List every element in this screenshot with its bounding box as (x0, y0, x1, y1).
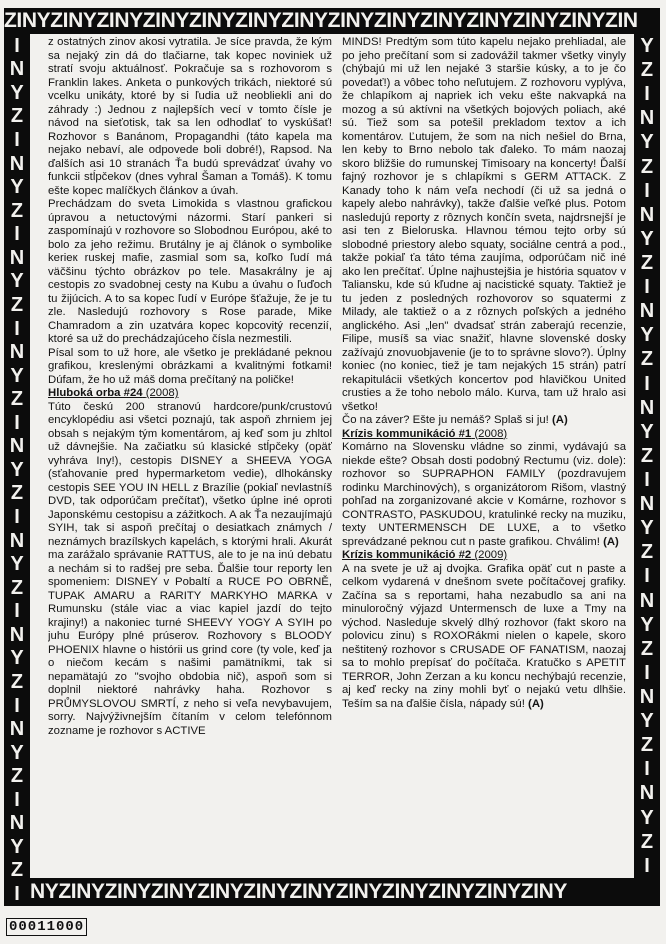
border-letter: N (9, 812, 25, 835)
border-letter: N (9, 246, 25, 269)
border-right-letters (634, 34, 660, 878)
border-letter: Y (10, 553, 24, 576)
border-letter: I (644, 661, 650, 684)
paragraph: z ostatných zinov akosi vytratila. Je síce pravda, že kým sa nejaký zin dá do tlačiarne, tak kopec noviniek už stratí svoju aktuálnosť. Pokračuje sa s rozhovorom s Franklin lakes. Anketa o punkových trikách, niektoré sú vcelku unikáty, ktoré by si ľudia už neobliekli ani do záhrady :) Jednou z najlepších vecí v tomto čísle je návod na sieťotisk, tak sa len odhodlať to vyskúšať! Rozhovor s Banánom, Propagandhi (táto kapela ma nejako nebaví, ale odpovede boli dobré!), Rapsod. Na ďalších asi 10 stranách Ťa budú sprevádzať úvahy vo funkcii stĺpčekov (dnes vyhral Šaman a Tomáš). K tomu ešte kopec malíčkych článkov a úvah. (48, 36, 332, 197)
border-letter: Y (640, 613, 654, 636)
paragraph: Písal som to už hore, ale všetko je prekládané peknou grafikou, kreslenými obrázkami a kvalitnými fotkami! Dúfam, že ho už máš doma prečítaný na poličke! (48, 346, 332, 386)
border-letter: N (9, 435, 25, 458)
border-letter: Y (10, 364, 24, 387)
border-letter: Y (640, 227, 654, 250)
page-number: 00011000 (6, 918, 87, 936)
article-columns (48, 36, 626, 874)
border-letter: N (9, 718, 25, 741)
border-letter: I (644, 469, 650, 492)
border-letter: I (14, 317, 20, 340)
border-letter: Y (10, 835, 24, 858)
border-bottom-band (30, 878, 660, 906)
border-letter: Z (10, 199, 24, 222)
signature: (A) (603, 535, 619, 548)
border-letter: Y (640, 420, 654, 443)
border-letter: Z (10, 388, 24, 411)
border-top-band (4, 8, 660, 34)
border-letter: N (9, 152, 25, 175)
border-letter: N (639, 493, 655, 516)
paragraph: A na svete je už aj dvojka. Grafika opäť cut n paste a celkom vydarená v dnešnom svete počítačovej grafiky. Začína sa s reportami, haha nezabudlo sa ani na minuloročný výjazd Untermensch de luxe a Tmy na východ. Nasleduje skvelý dlhý rozhovor (fakt skoro na polovicu zinu) s ROXORákmi nielen o kapele, skoro neštitený rozhovor s CRUSADE OF FANATISM, naozaj sa to mohlo prepísať do počítača. Kratučko s APETIT TERROR, John Zerzan a ku koncu nechýbajú recenzie, aj keď recky na ziny mohli byť o nejakú vetu dlhšie. Teším sa na ďalšie čísla, nápady sú! (A) (342, 562, 626, 710)
border-letter: Z (640, 541, 654, 564)
border-letter: I (14, 600, 20, 623)
border-letter: Y (10, 647, 24, 670)
border-letter: Y (10, 741, 24, 764)
border-letter: N (639, 300, 655, 323)
border-letter: Y (640, 131, 654, 154)
border-letter: Z (640, 637, 654, 660)
border-letter: I (644, 565, 650, 588)
border-letter: Y (10, 176, 24, 199)
review-heading: Krízis kommunikáció #1 (2008) (342, 427, 508, 440)
review-heading: Hluboká orba #24 (2008) (48, 387, 179, 399)
border-bottom-text: NYZINYZINYZINYZINYZINYZINYZINYZINYZINYZINYZINY (30, 880, 567, 903)
border-letter: Z (10, 576, 24, 599)
border-letter: N (9, 58, 25, 81)
paragraph: MINDS! Predtým som túto kapelu nejako prehliadal, ale po jeho prečítaní som si zadovážil takmer všetky vinyly (chýbajú mi už len nejaké 3 staršie kúsky, a to je čo povedať!) a vôbec toho neľutujem. Z rozhovoru vyplýva, že chlapíkom aj napriek ich veku ešte nakvapká na mozog a sú aktívni na všetkých bojových poliach, aké sú. Tiež som sa potešil prekladom textov a ich komentárov. Ľutujem, že som na nich nešiel do Brna, len keby to Brno nebolo tak ďaleko. To mám naozaj skoro bližšie do rumunskej Timisoary na koncerty! Ďalší fajný rozhovor je s chlapíkmi s GERM ATTACK. Z Kanady toho k nám veľa nechodí (či už sa jedná o kapely alebo nahrávky), takže ďalšie veľké plus. Potom nasledujú reporty z rôznych končín sveta, najdrsnejší je asi ten z Bieloruska. Hlavnou témou tejto orby sú slobodné priestory alebo squaty, sociálne centrá a pod., takže pokiaľ ťa táto téma zaujíma, odporúčam nič iné ako len prečítať. Úplne najhustejšia je história squatov v Taliansku, kde sú kľudne aj nacistické squaty. Taktiež je tu jeden z posledných rozhovorov so squatermi z Milady, ale taktiež o a z rôznych poľských a jedného anglického. Asi „len" dvadsať strán zaberajú recenzie, Filipe, musíš sa viac snažiť, hlavne slovenské dosky zažívajú znovuobjavenie (je to to správne slovo?). Úplny koniec (no koniec, tiež je tam nejakých 15 strán) patrí rekapitulácii všetkých koncertov pod hlavičkou United crusties a že toho nebolo málo. Kurva, tam už hralo asi všetko! (342, 36, 626, 413)
border-letter: N (639, 203, 655, 226)
border-letter: Y (640, 806, 654, 829)
border-letter: Z (10, 670, 24, 693)
right-column (342, 36, 626, 874)
border-letter: I (14, 411, 20, 434)
border-top-text: ZINYZINYZINYZINYZINYZINYZINYZINYZINYZINYZINYZINYZINYZIN (4, 9, 638, 32)
border-letter: I (14, 34, 20, 57)
border-letter: I (14, 506, 20, 529)
border-left-letters (4, 34, 30, 906)
border-letter: I (644, 854, 650, 877)
border-left-band (4, 34, 30, 906)
signature: (A) (551, 414, 568, 426)
border-letter: Y (640, 710, 654, 733)
border-letter: Z (640, 59, 654, 82)
border-letter: I (14, 788, 20, 811)
border-letter: N (639, 782, 655, 805)
border-letter: N (9, 341, 25, 364)
border-letter: N (9, 529, 25, 552)
border-letter: Z (640, 444, 654, 467)
border-letter: I (644, 758, 650, 781)
border-letter: Z (640, 348, 654, 371)
review-heading: Krízis kommunikáció #2 (2009) (342, 549, 508, 561)
border-letter: Z (10, 105, 24, 128)
border-letter: N (639, 686, 655, 708)
border-letter: I (644, 276, 650, 299)
border-letter: Z (640, 252, 654, 275)
border-letter: I (644, 83, 650, 106)
border-letter: Z (10, 482, 24, 505)
border-letter: I (14, 223, 20, 246)
border-letter: Z (10, 293, 24, 316)
border-letter: Z (10, 765, 24, 788)
border-letter: Y (10, 270, 24, 293)
border-letter: Z (640, 734, 654, 757)
paragraph: Čo na záver? Ešte ju nemáš? Splaš si ju! (A) (342, 414, 568, 426)
border-letter: Z (10, 859, 24, 882)
left-column (48, 36, 332, 874)
border-letter: I (644, 179, 650, 202)
border-letter: Z (640, 155, 654, 178)
signature: (A) (528, 697, 544, 710)
border-letter: I (644, 372, 650, 395)
border-letter: Y (10, 81, 24, 104)
border-letter: N (639, 589, 655, 612)
border-letter: N (9, 623, 25, 646)
paragraph: Prechádzam do sveta Limokida s vlastnou grafickou úpravou a netuctovými názormi. Starí pankeri si zaspomínajú v rozhovore so Slobodnou Európou, aké to bolo za jeho režimu. Brutálny je aj článok o symbolike kerieк ruskej mafie, zasmial som sa, koľko ľudí má väčšinu týchto obrázkov po tele. Masakrálny je aj cestopis zo svadobnej cesty na Kubu a úvahu o ľuďoch tu žijúcich. A to sa kopec ľudí v Európe šťažuje, že je tu zle. Nasledujú rozhovory s Rose parade, Mike Chamradom a zin uzatvára kopec kopcovitý recenzií, ktoré sa už do prechádzajúceho čísla nezmestili. (48, 198, 332, 345)
border-letter: Y (640, 35, 654, 58)
border-letter: N (639, 107, 655, 130)
border-letter: Y (640, 324, 654, 347)
border-letter: I (14, 694, 20, 717)
border-letter: I (14, 883, 20, 906)
border-letter: N (639, 396, 655, 419)
border-letter: Z (640, 830, 654, 853)
border-letter: I (14, 129, 20, 152)
paragraph: Túto českú 200 stranovú hardcore/punk/crustovú encyklopédiu asi všetci poznajú, tak aspoň zhrniem jej obsah s nejakým tým komentárom, aj keď som ju zhltol už dávnejšie. Na začiatku sú klasické stĺpčeky (opäť vyhráva Iny!), cestopis DISNEY a SHEEVA YOGA (sťahovanie pred hypermarketom vedie), dlhokánsky cestopis SEE YOU IN HELL z Brazílie (pokiaľ nevlastníš DVD, tak odporúčam prečítať), všetko úplne iné oproti Japonskému cestopisu a zážitkoch. A ak Ťa nezaujímajú SYIH, tak si aspoň prečítaj o desiatkach známych / neznámych brazílskych kapelách, s ktorými hrali. Akurát ma zarážalo správanie RATTUS, ale to je na inú debatu a nechám si to radšej pre seba. Ďalšie tour reporty len spomeniem: DISNEY v Pobaltí a RUCE PO OBRNĚ, TUPAK AMARU a RARITY MARKYHO MARKA v Rumunsku (stále viac a viac kapiel jazdí do tejto krajiny!) a nakoniec turné SHEEVY YOGY A SYIH po juhu Európy plné prúserov. Rozhovory s BLOODY PHOENIX hlavne o histórii us grind core (ty vole, keď ja o niečom kecám s našimi pamätníkmi, tak si nepamätajú zo "svojho obdobia nič), aspoň som si doplnil niektoré nahrávky haha. Rozhovor s PRŮMYSLOVOU SMRTÍ, z neho si veľa nevybavujem, sorry. Najvýživnejším čítaním v celom telefónnom zozname je rozhovor s ACTIVE (48, 400, 332, 737)
border-letter: Y (10, 458, 24, 481)
border-right-band (634, 34, 660, 878)
paragraph: Komárno na Slovensku vládne so zinmi, vydávajú sa niekde ešte? Obsah dosti podobný Rectumu (viz. dole): rozhovor so SUPRAPHON FAMILY (pozdravujem rodinku Marchinových), s organizátorom Rišom, vlastný pohľad na zorganizované akcie v Komárne, rozhovor s CONTRASTO, PASKUDOU, kratulinké recky na muziku, texty UNTERMENSCH DE LUXE, a to všetko sprevádzané peknou cut n paste grafikou. Chválim! (A) (342, 441, 626, 548)
border-letter: Y (640, 517, 654, 540)
